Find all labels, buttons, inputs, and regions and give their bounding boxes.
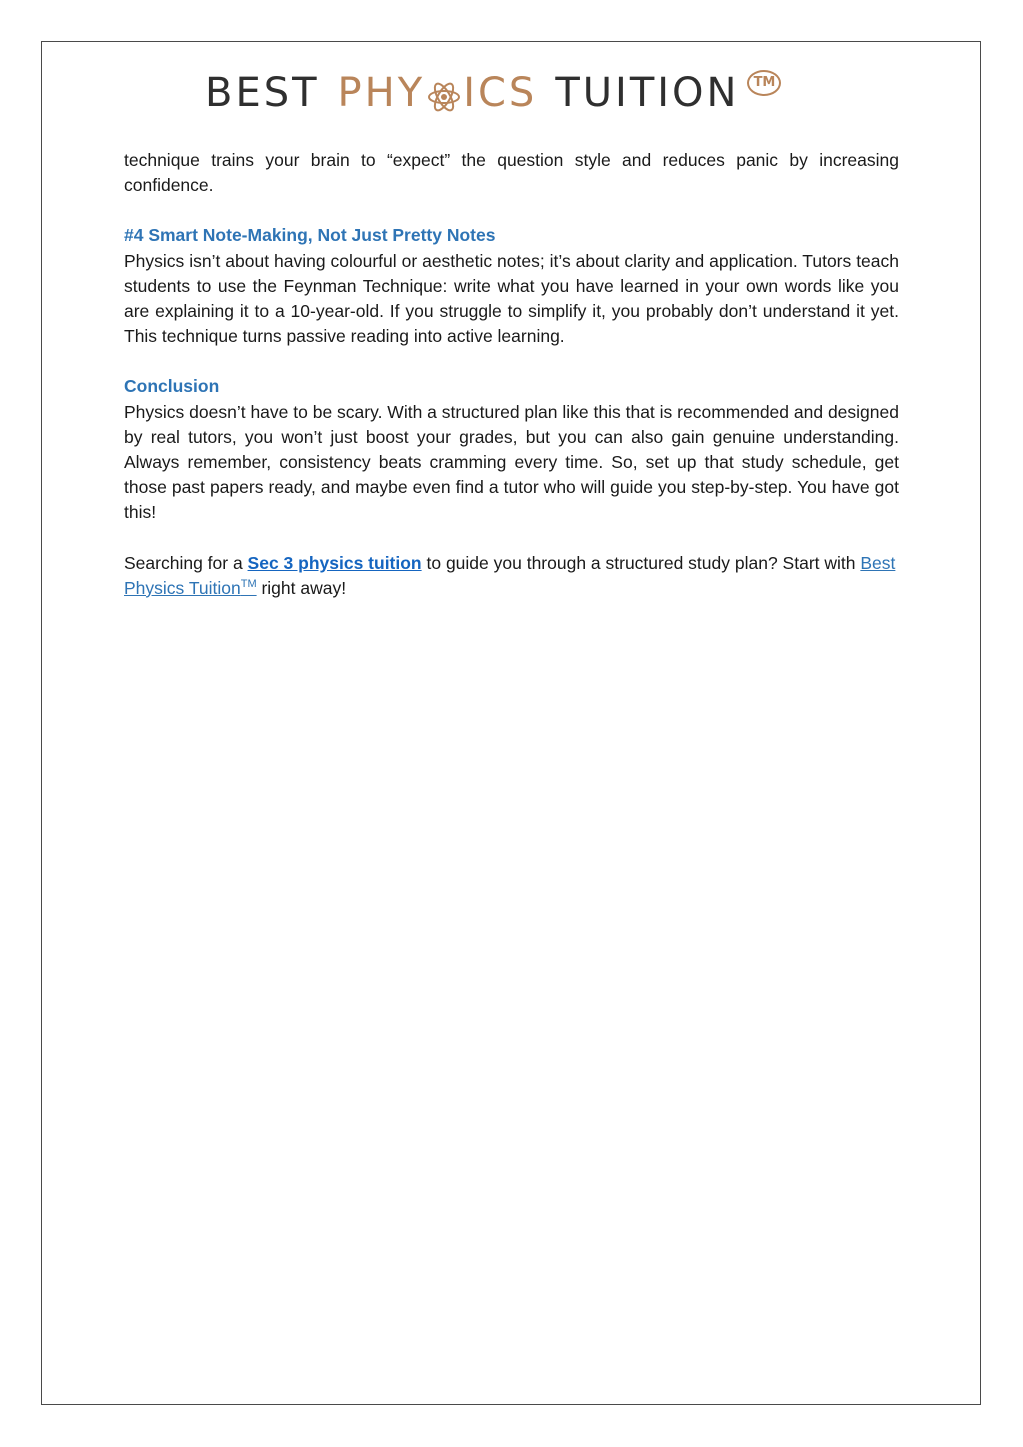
trademark-superscript: TM bbox=[240, 578, 257, 591]
document-body bbox=[124, 148, 899, 601]
brand-logo bbox=[205, 68, 781, 118]
spacer bbox=[124, 198, 899, 223]
logo-word-tuition: TUITION bbox=[555, 70, 740, 116]
logo-word-best: BEST bbox=[205, 70, 320, 116]
logo-word-phy: PHY bbox=[337, 70, 426, 116]
spacer bbox=[124, 526, 899, 551]
cta-prefix: Searching for a bbox=[124, 552, 248, 573]
cta-paragraph bbox=[124, 551, 899, 601]
link-text: Best Physics Tuition bbox=[124, 552, 896, 598]
cta-suffix: right away! bbox=[256, 577, 347, 598]
atom-icon bbox=[427, 76, 461, 110]
sec3-physics-tuition-link[interactable]: Sec 3 physics tuition bbox=[247, 552, 422, 573]
section-heading-4: #4 Smart Note-Making, Not Just Pretty Notes bbox=[124, 225, 496, 246]
intro-paragraph: technique trains your brain to “expect” the question style and reduces panic by increasing confidence. bbox=[124, 150, 899, 196]
logo-word-ics: ICS bbox=[463, 70, 538, 116]
section-4-paragraph: Physics isn’t about having colourful or aesthetic notes; it’s about clarity and application. Tutors teach students to use the Feynman Technique: write what you have learned in your own words like you are explaining it to a 10-year-old. If you struggle to simplify it, you probably don’t understand it yet. This technique turns passive reading into active learning. bbox=[124, 250, 899, 347]
conclusion-heading: Conclusion bbox=[124, 376, 220, 397]
spacer bbox=[124, 349, 899, 374]
cta-middle: to guide you through a structured study plan? Start with bbox=[421, 552, 861, 573]
trademark-badge: TM bbox=[747, 70, 781, 96]
conclusion-paragraph: Physics doesn’t have to be scary. With a structured plan like this that is recommended and designed by real tutors, you won’t just boost your grades, but you can also gain genuine understanding. Always remember, consistency beats cramming every time. So, set up that study schedule, get those past papers ready, and maybe even find a tutor who will guide you step-by-step. You have got this! bbox=[124, 401, 899, 523]
